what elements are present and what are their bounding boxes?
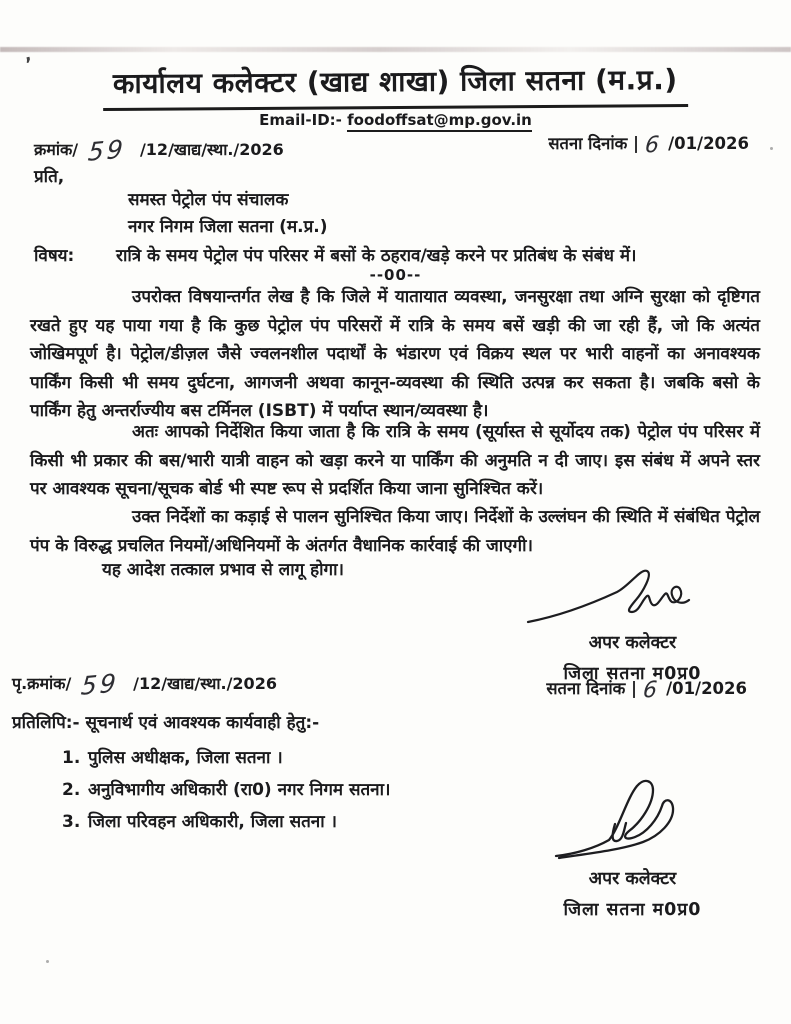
copy-to-line	[12, 710, 319, 733]
handwritten-serial-number: 59	[86, 134, 128, 167]
copy-recipient	[62, 774, 390, 806]
addressee-line: समस्त पेट्रोल पंप संचालक	[128, 190, 289, 210]
copy-label: प्रतिलिपि:-	[12, 713, 80, 733]
date-line-top	[548, 131, 749, 157]
copy-recipient-number: 3.	[62, 812, 81, 832]
signatory-designation: अपर कलेक्टर	[588, 633, 677, 653]
signature-ink-primary	[525, 566, 740, 628]
copy-recipient-number: 1.	[62, 748, 81, 768]
signature-block-secondary	[515, 778, 750, 921]
reference-label: क्रमांक/	[34, 140, 79, 159]
date-rest: /01/2026	[668, 134, 749, 153]
copy-recipient-text: अनुविभागीय अधिकारी (रा0) नगर निगम सतना।	[88, 780, 391, 800]
date-separator: |	[631, 679, 638, 698]
reference-suffix: /12/खाद्य/स्था./2026	[133, 674, 277, 693]
addressee-block	[128, 187, 327, 241]
signatory-designation: अपर कलेक्टर	[588, 869, 677, 889]
copy-purpose: सूचनार्थ एवं आवश्यक कार्यवाही हेतु:-	[85, 713, 320, 733]
scan-artifact-mark: ’	[23, 53, 35, 76]
reference-number-bottom	[12, 668, 277, 701]
copy-recipient-text: पुलिस अधीक्षक, जिला सतना ।	[88, 748, 283, 768]
reference-label: पृ.क्रमांक/	[12, 674, 72, 693]
signature-block-primary	[505, 566, 760, 685]
date-line-signature	[546, 676, 747, 702]
subject-label: विषय:	[34, 246, 75, 266]
body-paragraph-3: उक्त निर्देशों का कड़ाई से पालन सुनिश्चित किया जाए। निर्देशों के उल्लंघन की स्थिति में संबंधित पेट्रोल पंप के विरुद्ध प्रचलित नियमों/अधिनियमों के अंतर्गत वैधानिक कार्रवाई की जाएगी।	[30, 507, 760, 556]
scan-speck	[770, 147, 773, 150]
date-separator: |	[633, 134, 640, 153]
date-rest: /01/2026	[666, 679, 747, 698]
addressee-line: नगर निगम जिला सतना (म.प्र.)	[128, 217, 328, 237]
body-paragraph-4: यह आदेश तत्काल प्रभाव से लागू होगा।	[102, 560, 344, 580]
salutation: प्रति,	[34, 167, 65, 187]
copy-recipient-list	[62, 742, 390, 838]
body-paragraph-1: उपरोक्त विषयान्तर्गत लेख है कि जिले में यातायात व्यवस्था, जनसुरक्षा तथा अग्नि सुरक्षा को दृष्टिगत रखते हुए यह पाया गया है कि कुछ पेट्रोल पंप परिसरों में रात्रि के समय बसें खड़ी की जा रही हैं, जो कि अत्यंत जोखिमपूर्ण है। पेट्रोल/डीज़ल जैसे ज्वलनशील पदार्थों के भंडारण एवं विक्रय स्थल पर भारी वाहनों का अनावश्यक पार्किंग किसी भी समय दुर्घटना, आगजनी अथवा कानून-व्यवस्था की स्थिति उत्पन्न कर सकता है। जबकि बसो के पार्किंग हेतु अन्तर्राज्यीय बस टर्मिनल (ISBT) में पर्याप्त स्थान/व्यवस्था है।	[30, 287, 760, 421]
scan-speck	[46, 960, 49, 963]
email-address: foodoffsat@mp.gov.in	[347, 111, 532, 132]
handwritten-date-digit: 6	[644, 132, 664, 159]
handwritten-serial-number: 59	[80, 668, 121, 701]
copy-recipient	[62, 806, 390, 838]
date-label: सतना दिनांक	[548, 134, 628, 153]
signatory-office: जिला सतना म0प्र0	[563, 900, 702, 920]
copy-recipient	[62, 742, 390, 774]
subject-row	[34, 243, 760, 266]
reference-number-top	[34, 134, 284, 167]
signature-ink-secondary	[553, 778, 713, 864]
office-name: कार्यालय कलेक्टर (खाद्य शाखा) जिला सतना (म.प्र.)	[103, 60, 688, 111]
copy-recipient-text: जिला परिवहन अधिकारी, जिला सतना ।	[88, 812, 337, 832]
letterhead-title	[0, 62, 791, 109]
copy-recipient-number: 2.	[62, 780, 81, 800]
date-label: सतना दिनांक	[546, 679, 626, 698]
handwritten-date-digit: 6	[642, 677, 662, 704]
reference-suffix: /12/खाद्य/स्था./2026	[139, 140, 284, 159]
email-label: Email-ID:-	[259, 111, 342, 129]
body-paragraph-2: अतः आपको निर्देशित किया जाता है कि रात्रि के समय (सूर्यास्त से सूर्योदय तक) पेट्रोल पंप परिसर में किसी भी प्रकार की बस/भारी यात्री वाहन को खड़ा करने या पार्किंग की अनुमति न दी जाए। इस संबंध में अपने स्तर पर आवश्यक सूचना/सूचक बोर्ड भी स्पष्ट रूप से प्रदर्शित किया जाना सुनिश्चित करें।	[30, 422, 760, 499]
section-separator: --00--	[369, 266, 422, 284]
letterhead-email-line	[0, 111, 791, 129]
signatory-office: जिला सतना म0प्र0	[563, 664, 702, 684]
scan-artifact-line	[0, 47, 791, 52]
subject-text: रात्रि के समय पेट्रोल पंप परिसर में बसों के ठहराव/खड़े करने पर प्रतिबंध के संबंध में।	[116, 246, 637, 266]
